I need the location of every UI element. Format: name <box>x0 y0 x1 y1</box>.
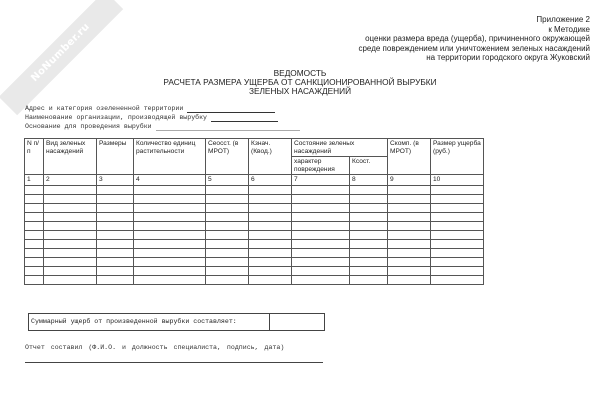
appendix-line: на территории городского округа Жуковский <box>426 53 590 62</box>
header-type: Вид зеленых насаждений <box>44 139 97 175</box>
table-cell[interactable] <box>388 257 431 266</box>
table-cell[interactable] <box>249 266 292 275</box>
header-damage: Размер ущерба (руб.) <box>431 139 484 175</box>
reporter-signature-line[interactable] <box>25 362 323 363</box>
table-cell[interactable] <box>292 230 350 239</box>
table-cell[interactable] <box>134 248 206 257</box>
title-line: ЗЕЛЕНЫХ НАСАЖДЕНИЙ <box>248 86 352 96</box>
table-cell[interactable] <box>25 194 44 203</box>
table-cell[interactable] <box>44 239 97 248</box>
header-cost: Сеосст. (в МРОТ) <box>206 139 249 175</box>
table-row <box>25 239 484 248</box>
table-cell[interactable] <box>350 248 388 257</box>
column-number: 6 <box>249 175 292 186</box>
table-cell[interactable] <box>249 212 292 221</box>
table-row <box>25 212 484 221</box>
table-cell[interactable] <box>134 239 206 248</box>
table-cell[interactable] <box>206 203 249 212</box>
column-number: 3 <box>97 175 134 186</box>
table-cell[interactable] <box>292 248 350 257</box>
table-cell[interactable] <box>350 194 388 203</box>
table-cell[interactable] <box>249 230 292 239</box>
table-cell[interactable] <box>292 221 350 230</box>
table-cell[interactable] <box>44 212 97 221</box>
table-cell[interactable] <box>249 194 292 203</box>
header-ksost: Ксост. <box>350 157 388 175</box>
table-row <box>25 230 484 239</box>
table-cell[interactable] <box>350 257 388 266</box>
table-cell[interactable] <box>431 221 484 230</box>
table-cell[interactable] <box>206 239 249 248</box>
title-line: РАСЧЕТА РАЗМЕРА УЩЕРБА ОТ САНКЦИОНИРОВАННОЙ ВЫРУБКИ <box>163 77 437 87</box>
table-cell[interactable] <box>388 185 431 194</box>
column-number-row <box>25 175 484 186</box>
table-cell[interactable] <box>431 185 484 194</box>
table-cell[interactable] <box>25 266 44 275</box>
table-cell[interactable] <box>97 239 134 248</box>
table-cell[interactable] <box>206 185 249 194</box>
table-cell[interactable] <box>44 203 97 212</box>
table-cell[interactable] <box>292 185 350 194</box>
table-cell[interactable] <box>431 239 484 248</box>
header-condition-group: Состояние зеленых насаждений <box>292 139 388 157</box>
column-number: 5 <box>206 175 249 186</box>
field-label: Наименование организации, производящей вырубку <box>25 114 208 121</box>
table-cell[interactable] <box>292 275 350 284</box>
table-cell[interactable] <box>44 257 97 266</box>
header-fields <box>25 104 300 131</box>
table-row <box>25 185 484 194</box>
table-cell[interactable] <box>388 230 431 239</box>
table-cell[interactable] <box>431 248 484 257</box>
table-cell[interactable] <box>25 230 44 239</box>
table-cell[interactable] <box>350 266 388 275</box>
table-row <box>25 257 484 266</box>
table-cell[interactable] <box>206 248 249 257</box>
table-cell[interactable] <box>431 266 484 275</box>
table-cell[interactable] <box>388 221 431 230</box>
table-cell[interactable] <box>431 203 484 212</box>
column-number: 9 <box>388 175 431 186</box>
table-cell[interactable] <box>134 212 206 221</box>
table-cell[interactable] <box>97 212 134 221</box>
reporter-label: Отчет составил (Ф.И.О. и должность специалиста, подпись, дата) <box>25 344 285 351</box>
table-cell[interactable] <box>25 203 44 212</box>
table-cell[interactable] <box>44 248 97 257</box>
table-row <box>25 266 484 275</box>
table-cell[interactable] <box>249 185 292 194</box>
table-row <box>25 203 484 212</box>
table-cell[interactable] <box>25 185 44 194</box>
table-cell[interactable] <box>206 212 249 221</box>
table-cell[interactable] <box>388 248 431 257</box>
table-cell[interactable] <box>249 248 292 257</box>
table-row <box>25 194 484 203</box>
field-basis <box>25 122 300 131</box>
table-cell[interactable] <box>97 203 134 212</box>
organization-input-line[interactable] <box>211 114 278 122</box>
table-cell[interactable] <box>431 212 484 221</box>
table-cell[interactable] <box>25 212 44 221</box>
table-cell[interactable] <box>350 230 388 239</box>
table-cell[interactable] <box>44 194 97 203</box>
table-cell[interactable] <box>388 194 431 203</box>
table-cell[interactable] <box>97 248 134 257</box>
appendix-line: Приложение 2 <box>536 15 590 24</box>
header-num: N п/п <box>25 139 44 175</box>
table-cell[interactable] <box>388 203 431 212</box>
table-cell[interactable] <box>206 221 249 230</box>
damage-table <box>24 138 484 285</box>
table-cell[interactable] <box>25 239 44 248</box>
appendix-line: среде повреждением или уничтожением зеленых насаждений <box>358 43 590 53</box>
table-cell[interactable] <box>292 239 350 248</box>
table-cell[interactable] <box>388 275 431 284</box>
table-cell[interactable] <box>431 230 484 239</box>
summary-value-field[interactable] <box>269 314 324 330</box>
table-cell[interactable] <box>292 212 350 221</box>
table-cell[interactable] <box>44 275 97 284</box>
table-cell[interactable] <box>350 212 388 221</box>
title-line: ВЕДОМОСТЬ <box>273 68 327 78</box>
column-number: 2 <box>44 175 97 186</box>
table-cell[interactable] <box>350 203 388 212</box>
table-cell[interactable] <box>134 221 206 230</box>
table-cell[interactable] <box>97 266 134 275</box>
table-cell[interactable] <box>350 275 388 284</box>
column-number: 10 <box>431 175 484 186</box>
table-cell[interactable] <box>292 203 350 212</box>
summary-box <box>28 313 325 331</box>
basis-input-line[interactable] <box>156 123 300 131</box>
table-cell[interactable] <box>350 239 388 248</box>
summary-label: Суммарный ущерб от произведенной вырубки составляет: <box>31 318 237 325</box>
column-number: 7 <box>292 175 350 186</box>
table-cell[interactable] <box>292 257 350 266</box>
table-cell[interactable] <box>134 194 206 203</box>
table-cell[interactable] <box>134 230 206 239</box>
column-number: 8 <box>350 175 388 186</box>
table-cell[interactable] <box>206 194 249 203</box>
table-cell[interactable] <box>44 266 97 275</box>
table-cell[interactable] <box>44 221 97 230</box>
table-cell[interactable] <box>350 221 388 230</box>
document-title <box>0 69 600 96</box>
table-cell[interactable] <box>388 266 431 275</box>
table-cell[interactable] <box>25 248 44 257</box>
table-cell[interactable] <box>206 257 249 266</box>
table-cell[interactable] <box>97 194 134 203</box>
table-cell[interactable] <box>97 230 134 239</box>
table-cell[interactable] <box>249 221 292 230</box>
appendix-line: оценки размера вреда (ущерба), причиненного окружающей <box>365 34 590 43</box>
table-cell[interactable] <box>292 266 350 275</box>
field-label: Основание для проведения вырубки <box>25 123 152 130</box>
table-cell[interactable] <box>25 221 44 230</box>
header-damage-type: характер повреждения <box>292 157 350 175</box>
table-cell[interactable] <box>97 221 134 230</box>
table-cell[interactable] <box>292 194 350 203</box>
table-cell[interactable] <box>206 230 249 239</box>
table-cell[interactable] <box>431 275 484 284</box>
table-cell[interactable] <box>249 257 292 266</box>
table-cell[interactable] <box>97 185 134 194</box>
appendix-note <box>358 15 590 63</box>
table-cell[interactable] <box>25 275 44 284</box>
table-row <box>25 275 484 284</box>
appendix-line: к Методике <box>548 24 590 34</box>
table-cell[interactable] <box>249 239 292 248</box>
table-cell[interactable] <box>431 194 484 203</box>
table-cell[interactable] <box>249 275 292 284</box>
header-kznach: Кзнач. (Квод.) <box>249 139 292 175</box>
header-comp: Скомп. (в МРОТ) <box>388 139 431 175</box>
table-cell[interactable] <box>134 185 206 194</box>
watermark: NoNumber.ru <box>0 0 123 115</box>
table-cell[interactable] <box>431 257 484 266</box>
column-number: 4 <box>134 175 206 186</box>
field-address <box>25 104 300 113</box>
table-cell[interactable] <box>44 185 97 194</box>
table-cell[interactable] <box>249 203 292 212</box>
table-cell[interactable] <box>388 239 431 248</box>
address-input-line[interactable] <box>187 105 275 113</box>
header-count: Количество единиц растительности <box>134 139 206 175</box>
field-label: Адрес и категория озелененной территории <box>25 105 184 112</box>
table-cell[interactable] <box>97 275 134 284</box>
field-organization <box>25 113 300 122</box>
table-cell[interactable] <box>134 203 206 212</box>
table-cell[interactable] <box>206 275 249 284</box>
table-cell[interactable] <box>25 257 44 266</box>
table-row <box>25 248 484 257</box>
table-cell[interactable] <box>97 257 134 266</box>
table-cell[interactable] <box>134 257 206 266</box>
table-cell[interactable] <box>388 212 431 221</box>
column-number: 1 <box>25 175 44 186</box>
table-cell[interactable] <box>350 185 388 194</box>
table-cell[interactable] <box>134 275 206 284</box>
table-cell[interactable] <box>44 230 97 239</box>
table-cell[interactable] <box>134 266 206 275</box>
header-size: Размеры <box>97 139 134 175</box>
table-row <box>25 221 484 230</box>
table-cell[interactable] <box>206 266 249 275</box>
